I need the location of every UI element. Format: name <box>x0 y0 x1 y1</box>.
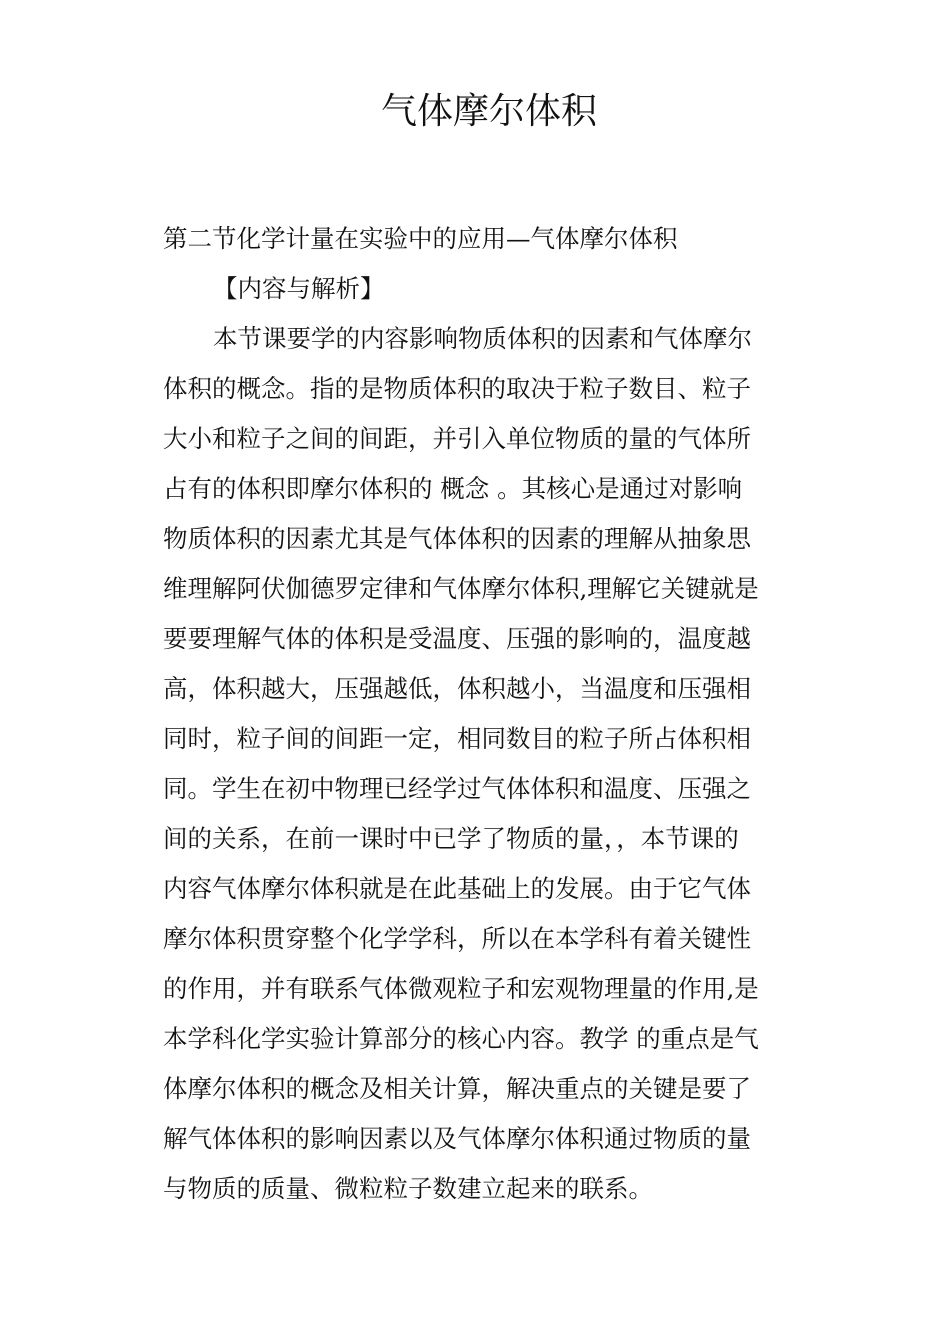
paragraph-line: 同。学生在初中物理已经学过气体体积和温度、压强之 <box>163 774 751 803</box>
paragraph-line: 本节课要学的内容影响物质体积的因素和气体摩尔 <box>213 324 752 353</box>
content-analysis-heading: 【内容与解析】 <box>213 274 385 303</box>
paragraph-line: 内容气体摩尔体积就是在此基础上的发展。由于它气体 <box>163 874 751 903</box>
paragraph-line: 本学科化学实验计算部分的核心内容。教学 的重点是气 <box>163 1024 759 1053</box>
paragraph-line: 占有的体积即摩尔体积的 概念 。其核心是通过对影响 <box>163 474 743 503</box>
paragraph-line: 的作用，并有联系气体微观粒子和宏观物理量的作用,是 <box>163 974 759 1003</box>
page-title: 气体摩尔体积 <box>380 91 597 132</box>
section-subtitle: 第二节化学计量在实验中的应用—气体摩尔体积 <box>163 224 678 253</box>
paragraph-line: 摩尔体积贯穿整个化学学科，所以在本学科有着关键性 <box>163 924 751 953</box>
paragraph-line: 维理解阿伏伽德罗定律和气体摩尔体积,理解它关键就是 <box>163 574 759 603</box>
paragraph-line: 体摩尔体积的概念及相关计算，解决重点的关键是要了 <box>163 1074 751 1103</box>
paragraph-line: 要要理解气体的体积是受温度、压强的影响的，温度越 <box>163 624 751 653</box>
paragraph-line: 物质体积的因素尤其是气体体积的因素的理解从抽象思 <box>163 524 751 553</box>
paragraph-line: 解气体体积的影响因素以及气体摩尔体积通过物质的量 <box>163 1124 751 1153</box>
paragraph-line: 与物质的质量、微粒粒子数建立起来的联系。 <box>163 1174 653 1203</box>
paragraph-line: 大小和粒子之间的间距，并引入单位物质的量的气体所 <box>163 424 751 453</box>
paragraph-line: 同时，粒子间的间距一定，相同数目的粒子所占体积相 <box>163 724 751 753</box>
paragraph-line: 高，体积越大，压强越低，体积越小，当温度和压强相 <box>163 674 751 703</box>
paragraph-line: 间的关系，在前一课时中已学了物质的量，，本节课的 <box>163 824 739 853</box>
paragraph-line: 体积的概念。指的是物质体积的取决于粒子数目、粒子 <box>163 374 751 403</box>
body-paragraph <box>163 314 793 1214</box>
